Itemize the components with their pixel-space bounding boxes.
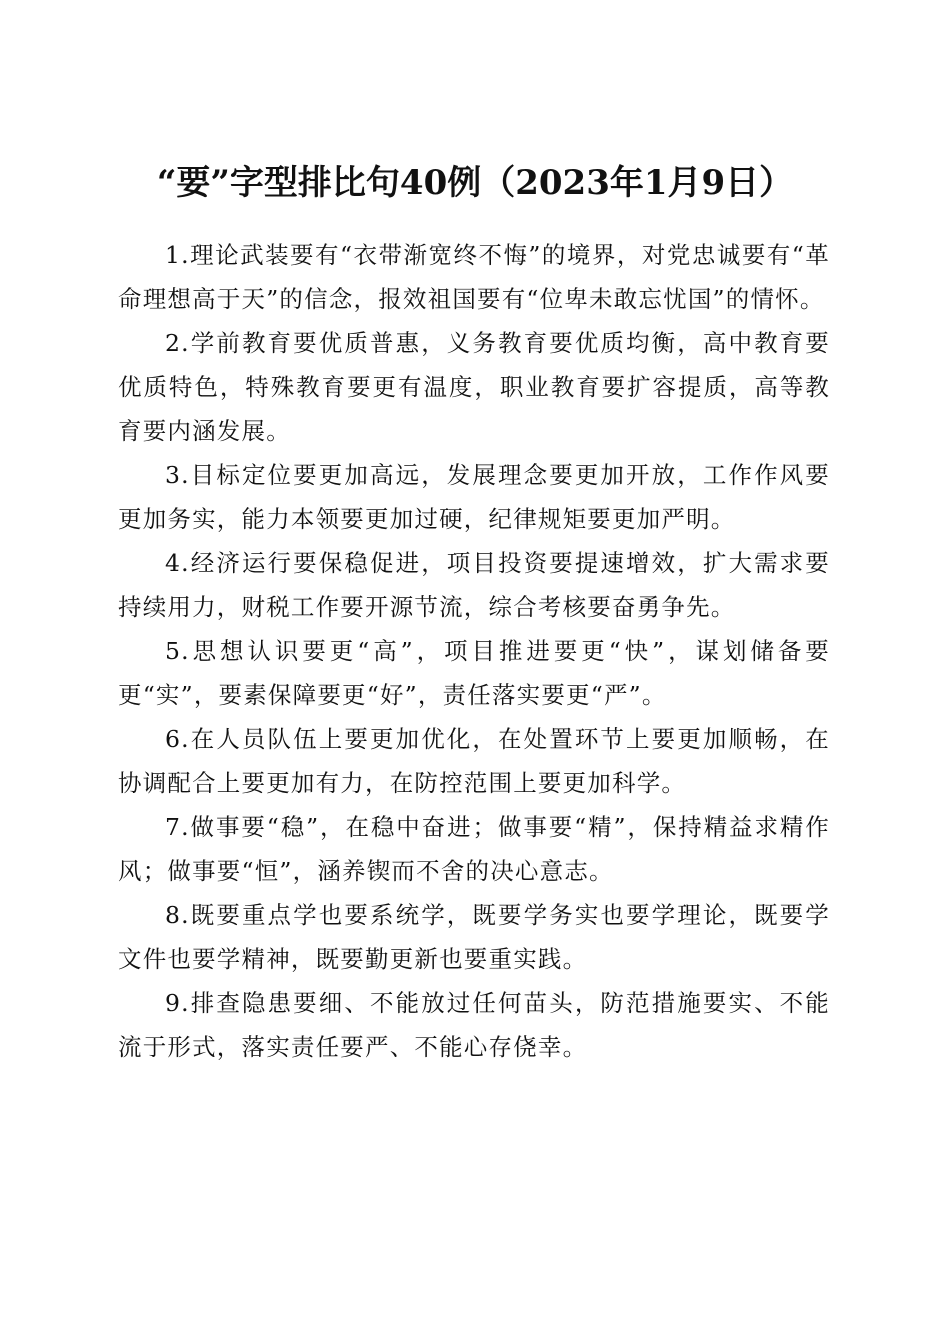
paragraph-4: 4.经济运行要保稳促进，项目投资要提速增效，扩大需求要持续用力，财税工作要开源节流，综合考核要奋勇争先。 (118, 549, 830, 621)
paragraph-8: 8.既要重点学也要系统学，既要学务实也要学理论，既要学文件也要学精神，既要勤更新也要重实践。 (118, 901, 830, 973)
paragraph-3: 3.目标定位要更加高远，发展理念要更加开放，工作作风要更加务实，能力本领要更加过硬，纪律规矩要更加严明。 (118, 461, 830, 533)
document-title: “要”字型排比句40例（2023年1月9日） (156, 162, 794, 203)
document-body (118, 233, 830, 1069)
paragraph-2: 2.学前教育要优质普惠，义务教育要优质均衡，高中教育要优质特色，特殊教育要更有温度，职业教育要扩容提质，高等教育要内涵发展。 (118, 329, 830, 445)
paragraph-6: 6.在人员队伍上要更加优化，在处置环节上要更加顺畅，在协调配合上要更加有力，在防控范围上要更加科学。 (118, 725, 830, 797)
paragraph-7: 7.做事要“稳”，在稳中奋进；做事要“精”，保持精益求精作风；做事要“恒”，涵养锲而不舍的决心意志。 (118, 813, 830, 885)
paragraph-9: 9.排查隐患要细、不能放过任何苗头，防范措施要实、不能流于形式，落实责任要严、不能心存侥幸。 (118, 989, 830, 1061)
paragraph-5: 5.思想认识要更“高”，项目推进要更“快”，谋划储备要更“实”，要素保障要更“好”，责任落实要更“严”。 (118, 637, 830, 709)
paragraph-1: 1.理论武装要有“衣带渐宽终不悔”的境界，对党忠诚要有“革命理想高于天”的信念，报效祖国要有“位卑未敢忘忧国”的情怀。 (118, 241, 830, 313)
